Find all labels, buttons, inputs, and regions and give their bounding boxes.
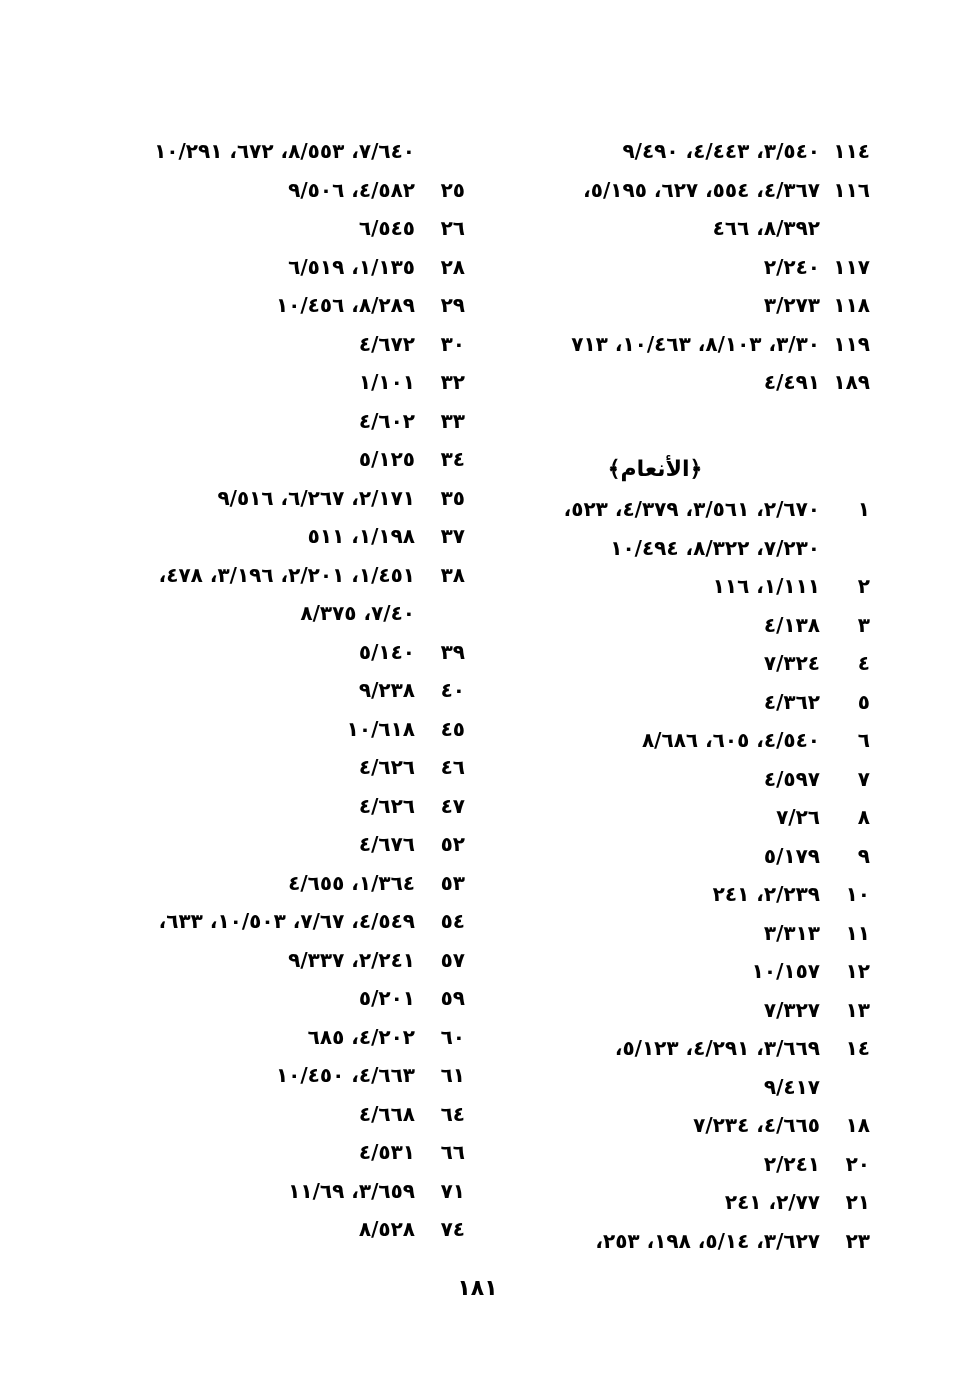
volume-page-refs: ٤/٦٦٥، ٧/٢٣٤ — [693, 1113, 820, 1138]
index-row — [95, 710, 465, 749]
verse-number: ٣٢ — [440, 370, 465, 395]
verse-number: ١١٦ — [833, 177, 870, 202]
verse-number: ٤٧ — [440, 793, 465, 818]
verse-number: ٤٥ — [440, 716, 465, 741]
verse-number: ٦٠ — [440, 1024, 465, 1049]
index-row — [95, 941, 465, 980]
volume-page-refs: ٥/١٤٠ — [358, 639, 415, 664]
volume-page-refs: ٣/٥٤٠، ٤/٤٤٣، ٩/٤٩٠ — [622, 139, 820, 164]
verse-number: ١٠ — [845, 882, 870, 907]
verse-number: ٢٩ — [440, 293, 465, 318]
volume-page-refs: ١/١١١، ١١٦ — [712, 574, 820, 599]
index-row — [500, 875, 870, 914]
volume-page-refs: ٨/٣٩٢، ٤٦٦ — [712, 216, 820, 241]
volume-page-refs: ٤/٦٦٨ — [358, 1101, 415, 1126]
index-row — [500, 721, 870, 760]
verse-number: ٦٦ — [440, 1140, 465, 1165]
verse-number: ٥٩ — [440, 986, 465, 1011]
volume-page-refs: ٩/٤١٧ — [763, 1074, 820, 1099]
index-row — [95, 286, 465, 325]
volume-page-refs: ٤/٥٤٩، ٧/٦٧، ١٠/٥٠٣، ٦٣٣، — [158, 909, 415, 934]
index-row — [500, 798, 870, 837]
verse-number: ١٨ — [845, 1113, 870, 1138]
verse-number: ٣٤ — [440, 447, 465, 472]
volume-page-refs: ٣/٦٢٧، ٥/١٤، ١٩٨، ٢٥٣، — [595, 1228, 820, 1253]
verse-number: ٣٥ — [440, 485, 465, 510]
index-row — [95, 633, 465, 672]
verse-number: ٣٣ — [440, 408, 465, 433]
index-row — [500, 171, 870, 210]
index-row — [95, 1095, 465, 1134]
index-row — [500, 991, 870, 1030]
verse-number: ٧٤ — [440, 1217, 465, 1242]
volume-page-refs: ٤/٥٤٠، ٦٠٥، ٨/٦٨٦ — [641, 728, 820, 753]
volume-page-refs: ٤/٥٩٧ — [763, 766, 820, 791]
volume-page-refs: ٥/١٢٥ — [358, 447, 415, 472]
volume-page-refs: ٤/٦٢٦ — [358, 755, 415, 780]
left-column — [95, 132, 465, 1249]
volume-page-refs: ١/٤٥١، ٢/٢٠١، ٣/١٩٦، ٤٧٨، — [158, 562, 415, 587]
verse-number: ٧١ — [440, 1178, 465, 1203]
surah-heading: ﴿الأنعام﴾ — [607, 456, 703, 482]
index-row — [95, 864, 465, 903]
verse-number: ٢٣ — [845, 1228, 870, 1253]
verse-number: ٥ — [857, 689, 870, 714]
index-row — [500, 644, 870, 683]
right-rows-after-title — [500, 490, 870, 1260]
volume-page-refs: ٧/٢٦ — [776, 805, 820, 830]
index-row — [500, 325, 870, 364]
index-row — [500, 1029, 870, 1068]
index-row — [500, 529, 870, 568]
volume-page-refs: ٢/٢٤١ — [763, 1151, 820, 1176]
verse-number: ١١٤ — [833, 139, 870, 164]
volume-page-refs: ٨/٢٨٩، ١٠/٤٥٦ — [275, 293, 415, 318]
verse-number: ٢١ — [845, 1190, 870, 1215]
volume-page-refs: ١٠/٦١٨ — [346, 716, 415, 741]
verse-number: ٣٨ — [440, 562, 465, 587]
index-row — [95, 1133, 465, 1172]
verse-number: ١١٩ — [833, 331, 870, 356]
volume-page-refs: ٣/٣١٣ — [763, 920, 820, 945]
volume-page-refs: ٢/٢٣٩، ٢٤١ — [712, 882, 820, 907]
verse-number: ٢٦ — [440, 216, 465, 241]
verse-number: ٢ — [857, 574, 870, 599]
spacer — [500, 402, 870, 441]
volume-page-refs: ٤/٢٠٢، ٦٨٥ — [307, 1024, 415, 1049]
verse-number: ١٣ — [845, 997, 870, 1022]
verse-number: ٣٠ — [440, 331, 465, 356]
verse-number: ٦٤ — [440, 1101, 465, 1126]
verse-number: ٧ — [857, 766, 870, 791]
right-column — [500, 132, 870, 1260]
index-row — [95, 325, 465, 364]
index-row — [500, 1183, 870, 1222]
index-row — [500, 606, 870, 645]
verse-number: ٢٨ — [440, 254, 465, 279]
index-row — [95, 671, 465, 710]
index-row — [500, 760, 870, 799]
verse-number: ١٤ — [845, 1036, 870, 1061]
index-row — [95, 979, 465, 1018]
index-row — [500, 132, 870, 171]
volume-page-refs: ٣/٢٧٣ — [763, 293, 820, 318]
volume-page-refs: ٦/٥٤٥ — [358, 216, 415, 241]
volume-page-refs: ١٠/١٥٧ — [751, 959, 820, 984]
volume-page-refs: ٥/١٧٩ — [763, 843, 820, 868]
volume-page-refs: ٧/٢٣٠، ٨/٣٢٢، ١٠/٤٩٤ — [610, 535, 820, 560]
verse-number: ٣ — [857, 612, 870, 637]
verse-number: ٤ — [857, 651, 870, 676]
verse-number: ١١٧ — [833, 254, 870, 279]
index-row — [95, 248, 465, 287]
volume-page-refs: ٩/٢٣٨ — [358, 678, 415, 703]
index-row — [500, 490, 870, 529]
volume-page-refs: ٢/٧٧، ٢٤١ — [724, 1190, 820, 1215]
index-row — [95, 209, 465, 248]
verse-number: ١١٨ — [833, 293, 870, 318]
index-row — [95, 132, 465, 171]
verse-number: ٥٣ — [440, 870, 465, 895]
verse-number: ٤٠ — [440, 678, 465, 703]
page-number: ١٨١ — [457, 1276, 498, 1301]
index-row — [95, 440, 465, 479]
volume-page-refs: ١/١٠١ — [358, 370, 415, 395]
verse-number: ١٨٩ — [833, 370, 870, 395]
verse-number: ٤٦ — [440, 755, 465, 780]
index-row — [95, 1018, 465, 1057]
volume-page-refs: ٧/٣٢٤ — [763, 651, 820, 676]
index-row — [500, 1068, 870, 1107]
verse-number: ٣٩ — [440, 639, 465, 664]
verse-number: ٦ — [857, 728, 870, 753]
index-row — [500, 1145, 870, 1184]
index-row — [500, 567, 870, 606]
index-row — [95, 825, 465, 864]
volume-page-refs: ٤/٦٦٣، ١٠/٤٥٠ — [275, 1063, 415, 1088]
volume-page-refs: ٢/٦٧٠، ٣/٥٦١، ٤/٣٧٩، ٥٢٣، — [563, 497, 820, 522]
volume-page-refs: ٢/٢٤٠ — [763, 254, 820, 279]
index-row — [95, 1056, 465, 1095]
volume-page-refs: ٢/٢٤١، ٩/٣٣٧ — [288, 947, 415, 972]
index-row — [95, 402, 465, 441]
volume-page-refs: ٤/١٣٨ — [763, 612, 820, 637]
volume-page-refs: ٤/٣٦٢ — [763, 689, 820, 714]
volume-page-refs: ٤/٥٣١ — [358, 1140, 415, 1165]
volume-page-refs: ٧/٣٢٧ — [763, 997, 820, 1022]
volume-page-refs: ٧/٤٠، ٨/٣٧٥ — [300, 601, 415, 626]
volume-page-refs: ١/٣٦٤، ٤/٦٥٥ — [288, 870, 415, 895]
index-row — [95, 517, 465, 556]
index-row — [500, 248, 870, 287]
index-row — [95, 902, 465, 941]
index-row — [95, 787, 465, 826]
volume-page-refs: ٧/٦٤٠، ٨/٥٥٣، ٦٧٢، ١٠/٢٩١ — [154, 139, 415, 164]
right-rows-before-title — [500, 132, 870, 402]
volume-page-refs: ٣/٦٦٩، ٤/٢٩١، ٥/١٢٣، — [614, 1036, 820, 1061]
volume-page-refs: ٣/٦٥٩، ١١/٦٩ — [288, 1178, 415, 1203]
volume-page-refs: ٣/٣٠، ٨/١٠٣، ١٠/٤٦٣، ٧١٣ — [571, 331, 820, 356]
index-row — [500, 683, 870, 722]
index-row — [95, 1210, 465, 1249]
index-row — [95, 556, 465, 595]
verse-number: ١٢ — [845, 959, 870, 984]
index-row — [500, 209, 870, 248]
index-row — [500, 1222, 870, 1261]
volume-page-refs: ١/١٣٥، ٦/٥١٩ — [288, 254, 415, 279]
verse-number: ١١ — [845, 920, 870, 945]
volume-page-refs: ٤/٦٧٦ — [358, 832, 415, 857]
verse-number: ١ — [857, 497, 870, 522]
volume-page-refs: ٨/٥٢٨ — [358, 1217, 415, 1242]
index-row — [95, 363, 465, 402]
index-row — [95, 594, 465, 633]
volume-page-refs: ٤/٦٧٢ — [358, 331, 415, 356]
volume-page-refs: ١/١٩٨، ٥١١ — [307, 524, 415, 549]
volume-page-refs: ٢/١٧١، ٦/٢٦٧، ٩/٥١٦ — [217, 485, 415, 510]
index-row — [95, 748, 465, 787]
volume-page-refs: ٤/٦٠٢ — [358, 408, 415, 433]
index-row — [500, 952, 870, 991]
left-rows — [95, 132, 465, 1249]
volume-page-refs: ٥/٢٠١ — [358, 986, 415, 1011]
verse-number: ٢٠ — [845, 1151, 870, 1176]
volume-page-refs: ٤/٦٢٦ — [358, 793, 415, 818]
verse-number: ٩ — [857, 843, 870, 868]
index-row — [500, 286, 870, 325]
index-row — [95, 171, 465, 210]
verse-number: ٦١ — [440, 1063, 465, 1088]
index-row — [500, 914, 870, 953]
volume-page-refs: ٤/٤٩١ — [763, 370, 820, 395]
verse-number: ٨ — [857, 805, 870, 830]
verse-number: ٥٧ — [440, 947, 465, 972]
index-row — [500, 1106, 870, 1145]
index-row — [500, 363, 870, 402]
volume-page-refs: ٤/٣٦٧، ٥٥٤، ٦٢٧، ٥/١٩٥، — [583, 177, 820, 202]
index-row — [500, 837, 870, 876]
verse-number: ٥٢ — [440, 832, 465, 857]
index-row — [95, 479, 465, 518]
verse-number: ٥٤ — [440, 909, 465, 934]
volume-page-refs: ٤/٥٨٢، ٩/٥٠٦ — [288, 177, 415, 202]
index-row — [95, 1172, 465, 1211]
verse-number: ٣٧ — [440, 524, 465, 549]
verse-number: ٢٥ — [440, 177, 465, 202]
